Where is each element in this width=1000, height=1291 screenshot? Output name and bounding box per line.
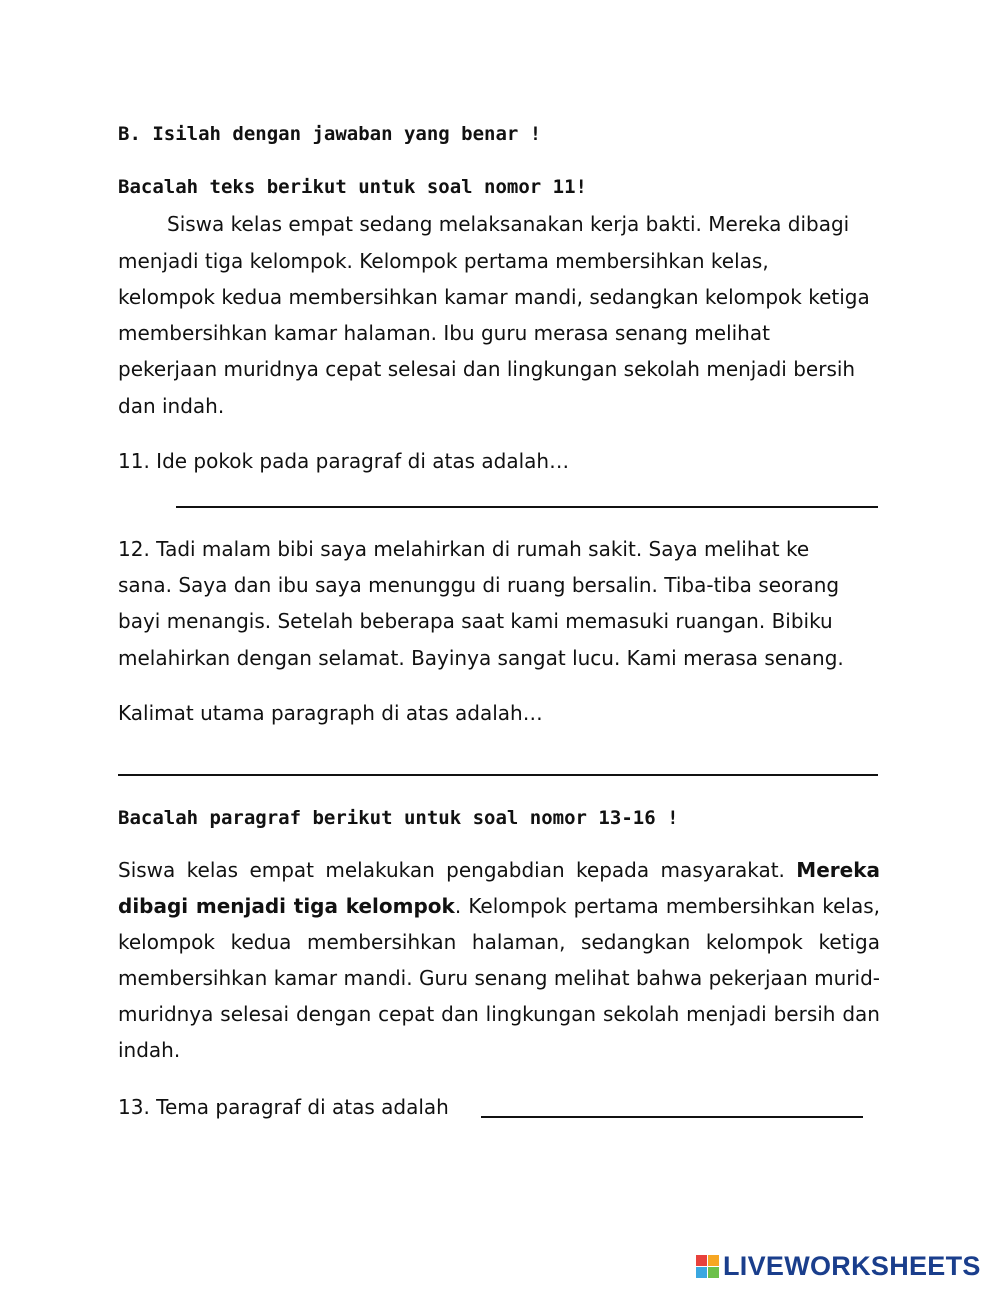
- logo-square: [696, 1267, 707, 1278]
- brand-name: LIVEWORKSHEETS: [723, 1251, 981, 1281]
- passage1-instruction: Bacalah teks berikut untuk soal nomor 11!: [118, 176, 587, 198]
- question-12-line: bayi menangis. Setelah beberapa saat kami memasuki ruangan. Bibiku: [118, 609, 833, 633]
- passage1-line: membersihkan kamar halaman. Ibu guru merasa senang melihat: [118, 321, 770, 345]
- passage1-line: menjadi tiga kelompok. Kelompok pertama membersihkan kelas,: [118, 249, 769, 273]
- liveworksheets-logo-icon: [696, 1255, 719, 1278]
- footer-brand: [696, 1251, 981, 1282]
- passage1-line: pekerjaan muridnya cepat selesai dan lingkungan sekolah menjadi bersih: [118, 357, 856, 381]
- passage2-text-end: . Kelompok pertama membersihkan kelas, kelompok kedua membersihkan halaman, sedangkan kelompok ketiga membersihkan kamar mandi. Guru senang melihat bahwa pekerjaan murid-muridnya selesai dengan cepat dan lingkungan sekolah menjadi bersih dan indah.: [118, 894, 880, 1062]
- logo-square: [708, 1255, 719, 1266]
- answer-line-13[interactable]: [481, 1116, 863, 1118]
- question-11: 11. Ide pokok pada paragraf di atas adalah…: [118, 449, 570, 473]
- question-12-line: 12. Tadi malam bibi saya melahirkan di rumah sakit. Saya melihat ke: [118, 537, 810, 561]
- question-12-line: sana. Saya dan ibu saya menunggu di ruang bersalin. Tiba-tiba seorang: [118, 573, 840, 597]
- logo-square: [708, 1267, 719, 1278]
- passage2-text-start: Siswa kelas empat melakukan pengabdian kepada masyarakat.: [118, 858, 797, 882]
- passage1-line: kelompok kedua membersihkan kamar mandi, sedangkan kelompok ketiga: [118, 285, 870, 309]
- question-12-prompt: Kalimat utama paragraph di atas adalah…: [118, 701, 543, 725]
- passage2-instruction: Bacalah paragraf berikut untuk soal nomor 13-16 !: [118, 807, 679, 829]
- section-b-heading: B. Isilah dengan jawaban yang benar !: [118, 123, 542, 145]
- passage1-line: Siswa kelas empat sedang melaksanakan kerja bakti. Mereka dibagi: [167, 212, 850, 236]
- logo-square: [696, 1255, 707, 1266]
- answer-line-11[interactable]: [176, 506, 878, 508]
- question-12-line: melahirkan dengan selamat. Bayinya sangat lucu. Kami merasa senang.: [118, 646, 844, 670]
- question-13: 13. Tema paragraf di atas adalah: [118, 1095, 449, 1119]
- answer-line-12[interactable]: [118, 774, 878, 776]
- passage2-paragraph: [118, 852, 880, 1068]
- passage2-bold-sentence: Mereka dibagi menjadi tiga kelompok: [118, 858, 880, 918]
- passage1-line: dan indah.: [118, 394, 225, 418]
